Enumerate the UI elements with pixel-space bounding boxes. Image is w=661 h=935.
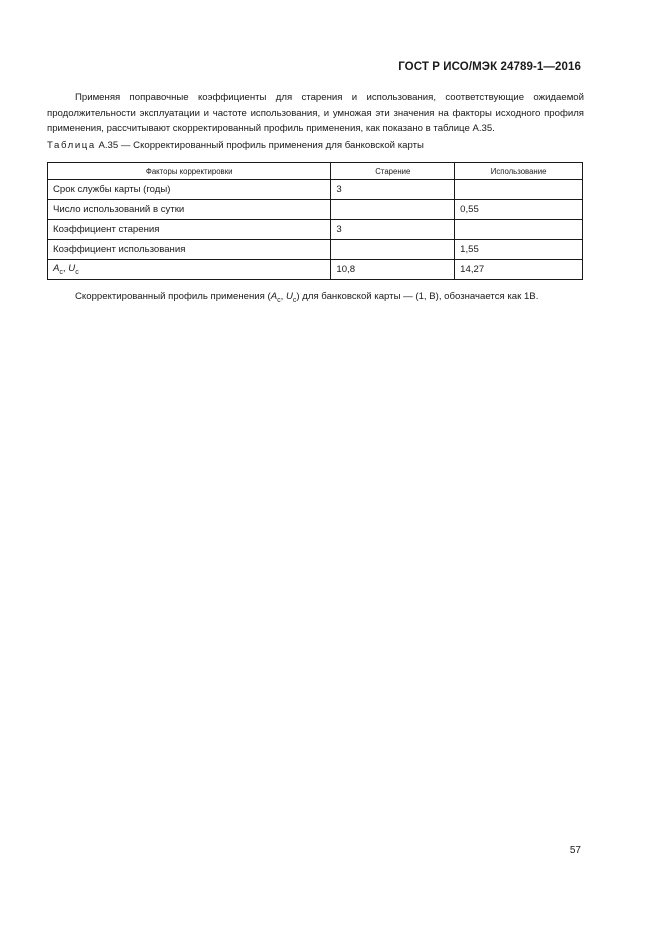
row-aging-value [331, 240, 455, 260]
document-code-header: ГОСТ Р ИСО/МЭК 24789-1—2016 [398, 61, 581, 73]
symbol-a-sub: c [59, 268, 63, 276]
header-aging: Старение [331, 163, 455, 180]
table-row [48, 220, 583, 240]
row-usage-value [455, 220, 583, 240]
table-header-row [48, 163, 583, 180]
row-aging-value: 10,8 [331, 260, 455, 280]
row-aging-value: 3 [331, 180, 455, 200]
table-row [48, 180, 583, 200]
header-factors: Факторы корректировки [48, 163, 331, 180]
correction-factors-table [47, 162, 583, 280]
row-aging-value [331, 200, 455, 220]
row-usage-value [455, 180, 583, 200]
note-separator: , [280, 291, 286, 302]
note-symbol-a-sub: c [277, 296, 281, 304]
result-note [75, 291, 538, 304]
row-usage-value: 1,55 [455, 240, 583, 260]
symbol-a: A [53, 263, 60, 275]
note-part1: Скорректированный профиль применения ( [75, 291, 271, 302]
row-label: Число использований в сутки [48, 200, 331, 220]
table-caption-text: А.35 — Скорректированный профиль применения для банковской карты [95, 140, 424, 151]
page-number: 57 [569, 845, 581, 856]
symbol-separator: , [62, 263, 69, 275]
note-part2: ) для банковской карты — (1, В), обозначается как 1В. [296, 291, 539, 302]
row-label: Срок службы карты (годы) [48, 180, 331, 200]
row-usage-value: 14,27 [455, 260, 583, 280]
row-label: Коэффициент использования [48, 240, 331, 260]
symbol-u-sub: c [75, 268, 79, 276]
table-row-result [48, 260, 583, 280]
intro-paragraph: Применяя поправочные коэффициенты для старения и использования, соответствующие ожидаемой продолжительности эксплуатации и частоте использования, и умножая эти значения на факторы исходного профиля применения, рассчитывают скорректированный профиль применения, как показано в таблице А.35. [47, 92, 584, 134]
note-symbol-a: A [270, 291, 278, 302]
table-caption [47, 140, 424, 151]
table-caption-prefix: Таблица [47, 140, 96, 151]
table-row [48, 240, 583, 260]
header-usage: Использование [455, 163, 583, 180]
note-symbol-u-sub: c [292, 296, 297, 304]
note-symbol-u: U [285, 291, 293, 302]
table-row [48, 200, 583, 220]
row-aging-value: 3 [331, 220, 455, 240]
row-usage-value: 0,55 [455, 200, 583, 220]
row-label: Коэффициент старения [48, 220, 331, 240]
row-label-result [48, 260, 331, 280]
symbol-u: U [68, 263, 76, 275]
